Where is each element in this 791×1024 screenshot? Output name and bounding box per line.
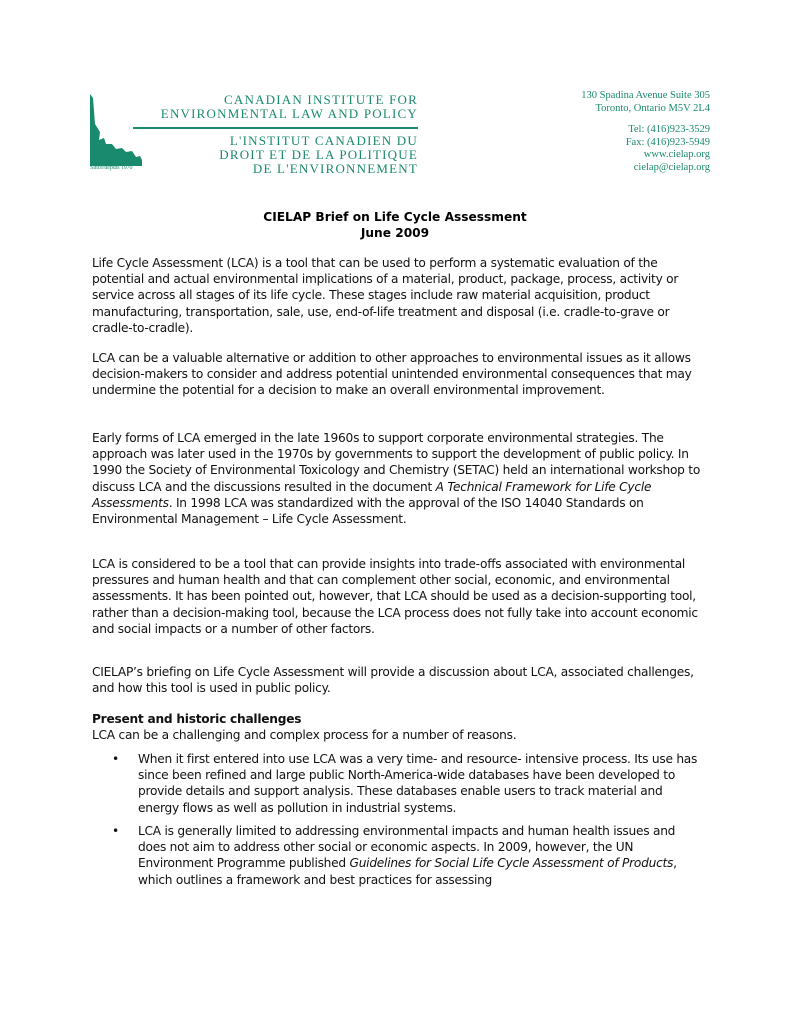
paragraph-text: . In 1998 LCA was standardized with the approval of the ISO 14040 Standards on Environmental Management – Life Cycle Assessment.: [92, 495, 644, 527]
org-name-fr-line: DE L'ENVIRONNEMENT: [252, 161, 418, 176]
paragraph: LCA can be a valuable alternative or addition to other approaches to environmental issues as it allows decision-makers to consider and address potential unintended environmental consequences that may undermine the potential for a decision to make an overall environmental improvement.: [92, 351, 692, 398]
address-line-1: 130 Spadina Avenue Suite 305: [581, 90, 710, 101]
paragraph: Life Cycle Assessment (LCA) is a tool that can be used to perform a systematic evaluation of the potential and actual environmental implications of a material, product, package, process, activity or service across all stages of its life cycle. These stages include raw material acquisition, product manufacturing, transportation, sale, use, end-of-life treatment and disposal (i.e. cradle-to-grave or cradle-to-cradle).: [92, 256, 679, 335]
org-name-en-line: CANADIAN INSTITUTE FOR: [224, 92, 418, 107]
document-title: CIELAP Brief on Life Cycle Assessment: [263, 210, 527, 224]
document-reference-italic: Guidelines for Social Life Cycle Assessment of Products: [349, 856, 674, 871]
bullet-text-part: , which outlines a framework and best practices for assessing: [138, 856, 677, 887]
address-line-2: Toronto, Ontario M5V 2L4: [595, 102, 710, 114]
paragraph-text: Early forms of LCA emerged in the late 1960s to support corporate environmental strategies. The approach was later used in the 1970s by governments to support the development of public policy. In 1990 the Society of Environmental Toxicology and Chemistry (SETAC) held an international workshop to discuss LCA and the discussions resulted in the document: [92, 431, 701, 494]
paragraph: CIELAP’s briefing on Life Cycle Assessment will provide a discussion about LCA, associated challenges, and how this tool is used in public policy.: [92, 665, 694, 696]
bullet-item: [92, 751, 704, 816]
contact-block: [530, 90, 710, 174]
section-intro: LCA can be a challenging and complex process for a number of reasons.: [92, 728, 517, 742]
org-name-en-line: ENVIRONMENTAL LAW AND POLICY: [160, 106, 418, 121]
paragraph: LCA is considered to be a tool that can provide insights into trade-offs associated with environmental pressures and human health and that can complement other social, economic, and environmental assessments. It has been pointed out, however, that LCA should be used as a decision-supporting tool, rather than a decision-making tool, because the LCA process does not fully take into account economic and social impacts or a number of other factors.: [92, 557, 698, 636]
org-name-english: [130, 93, 418, 121]
bullet-item: [92, 823, 704, 888]
website-link[interactable]: www.cielap.org: [643, 149, 710, 160]
fax: Fax: (416)923-5949: [625, 136, 710, 148]
telephone: Tel: (416)923-3529: [628, 124, 710, 135]
org-name-french: [150, 134, 418, 176]
letterhead-divider: [133, 127, 418, 129]
org-name-fr-line: L'INSTITUT CANADIEN DU: [229, 133, 418, 148]
bullet-text-part: LCA is generally limited to addressing environmental impacts and human health issues and does not aim to address other social or economic aspects. In 2009, however, the UN Environment Programme published: [138, 824, 676, 871]
bullet-icon: •: [112, 752, 119, 766]
document-title-block: [90, 209, 700, 241]
email-link[interactable]: cielap@cielap.org: [633, 161, 710, 173]
document-reference-italic: A Technical Framework for Life Cycle Assessments: [92, 479, 652, 510]
bullet-icon: •: [112, 824, 119, 838]
paragraph: [92, 430, 704, 527]
org-name-fr-line: DROIT ET DE LA POLITIQUE: [219, 147, 418, 162]
since-label: Since/depuis 1970: [90, 165, 133, 171]
document-date: June 2009: [360, 226, 430, 240]
bullet-text: [138, 823, 704, 888]
bullet-text: When it first entered into use LCA was a very time- and resource- intensive process. Its use has since been refined and large public North-America-wide databases have been developed to provide details and support analysis. These databases enable users to track material and energy flows as well as pollution in industrial systems.: [138, 752, 698, 815]
section-heading: Present and historic challenges: [92, 712, 302, 726]
